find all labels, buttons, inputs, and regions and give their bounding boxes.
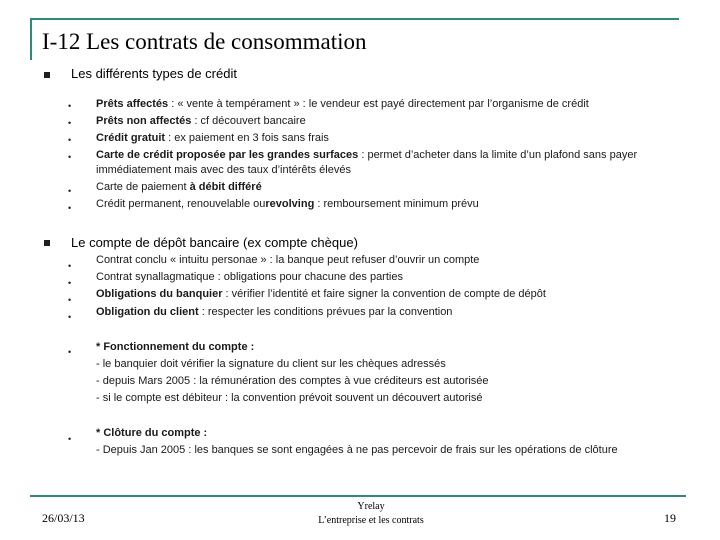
text-segment: Obligations du banquier	[96, 288, 223, 300]
credit-line	[96, 149, 637, 161]
item-bullet: •	[68, 135, 72, 145]
compte-line	[96, 392, 482, 404]
compte-line	[96, 358, 446, 370]
compte-line	[96, 306, 452, 318]
text-segment: Carte de paiement	[96, 181, 190, 193]
footer-center	[271, 500, 471, 528]
item-bullet: •	[68, 101, 72, 111]
item-bullet: •	[68, 295, 72, 305]
text-segment: : permet d’acheter dans la limite d’un plafond sans payer	[358, 149, 638, 161]
item-bullet: •	[68, 152, 72, 162]
footer-subtitle: L’entreprise et les contrats	[318, 515, 424, 526]
text-segment: - depuis Mars 2005 : la rémunération des comptes à vue créditeurs est autorisée	[96, 375, 489, 387]
text-segment: Contrat conclu « intuitu personae » : la banque peut refuser d’ouvrir un compte	[96, 254, 480, 266]
item-bullet: •	[68, 434, 72, 444]
page-number: 19	[664, 511, 676, 525]
text-segment: Prêts affectés	[96, 98, 169, 110]
credit-line	[96, 115, 306, 127]
text-segment: Carte de crédit proposée par les grandes surfaces	[96, 149, 359, 161]
text-segment: à débit différé	[189, 181, 262, 193]
text-segment: : ex paiement en 3 fois sans frais	[165, 132, 329, 144]
footer-author: Yrelay	[357, 501, 385, 512]
text-segment: Prêts non affectés	[96, 115, 192, 127]
compte-line	[96, 427, 207, 439]
text-segment: : « vente à tempérament » : le vendeur est payé directement par l’organisme de crédit	[168, 98, 589, 110]
text-segment: - Depuis Jan 2005 : les banques se sont engagées à ne pas percevoir de frais sur les opérations de clôture	[96, 444, 618, 456]
text-segment: - le banquier doit vérifier la signature du client sur les chèques adressés	[96, 358, 446, 370]
compte-line	[96, 341, 254, 353]
item-bullet: •	[68, 203, 72, 213]
text-segment: revolving	[265, 198, 315, 210]
text-segment: Crédit permanent, renouvelable ou	[96, 198, 266, 210]
text-segment: - si le compte est débiteur : la convention prévoit souvent un découvert autorisé	[96, 392, 483, 404]
slide-title: I-12 Les contrats de consommation	[42, 29, 367, 54]
text-segment: immédiatement mais avec des taux d’intérêts élevés	[96, 164, 351, 176]
compte-line	[96, 375, 489, 387]
section-heading-credit: Les différents types de crédit	[71, 66, 237, 81]
section-bullet	[44, 240, 50, 246]
compte-line	[96, 254, 479, 266]
text-segment: Obligation du client	[96, 306, 199, 318]
credit-line	[96, 132, 329, 144]
section-heading-compte: Le compte de dépôt bancaire (ex compte chèque)	[71, 235, 358, 250]
credit-line	[96, 164, 351, 176]
item-bullet: •	[68, 347, 72, 357]
credit-line	[96, 98, 589, 110]
text-segment: : remboursement minimum prévu	[314, 198, 479, 210]
item-bullet: •	[68, 278, 72, 288]
item-bullet: •	[68, 261, 72, 271]
item-bullet: •	[68, 186, 72, 196]
item-bullet: •	[68, 118, 72, 128]
compte-line	[96, 288, 546, 300]
text-segment: Crédit gratuit	[96, 132, 166, 144]
item-bullet: •	[68, 312, 72, 322]
credit-line	[96, 181, 262, 193]
text-segment: : cf découvert bancaire	[191, 115, 306, 127]
footer-date: 26/03/13	[42, 511, 85, 525]
text-segment: * Fonctionnement du compte :	[96, 341, 255, 353]
footer-rule	[30, 495, 686, 497]
text-segment: : respecter les conditions prévues par la convention	[198, 306, 453, 318]
text-segment: : vérifier l’identité et faire signer la convention de compte de dépôt	[222, 288, 546, 300]
compte-line	[96, 444, 618, 456]
credit-line	[96, 198, 479, 210]
text-segment: Contrat synallagmatique : obligations pour chacune des parties	[96, 271, 403, 283]
text-segment: * Clôture du compte :	[96, 427, 208, 439]
section-bullet	[44, 72, 50, 78]
compte-line	[96, 271, 403, 283]
